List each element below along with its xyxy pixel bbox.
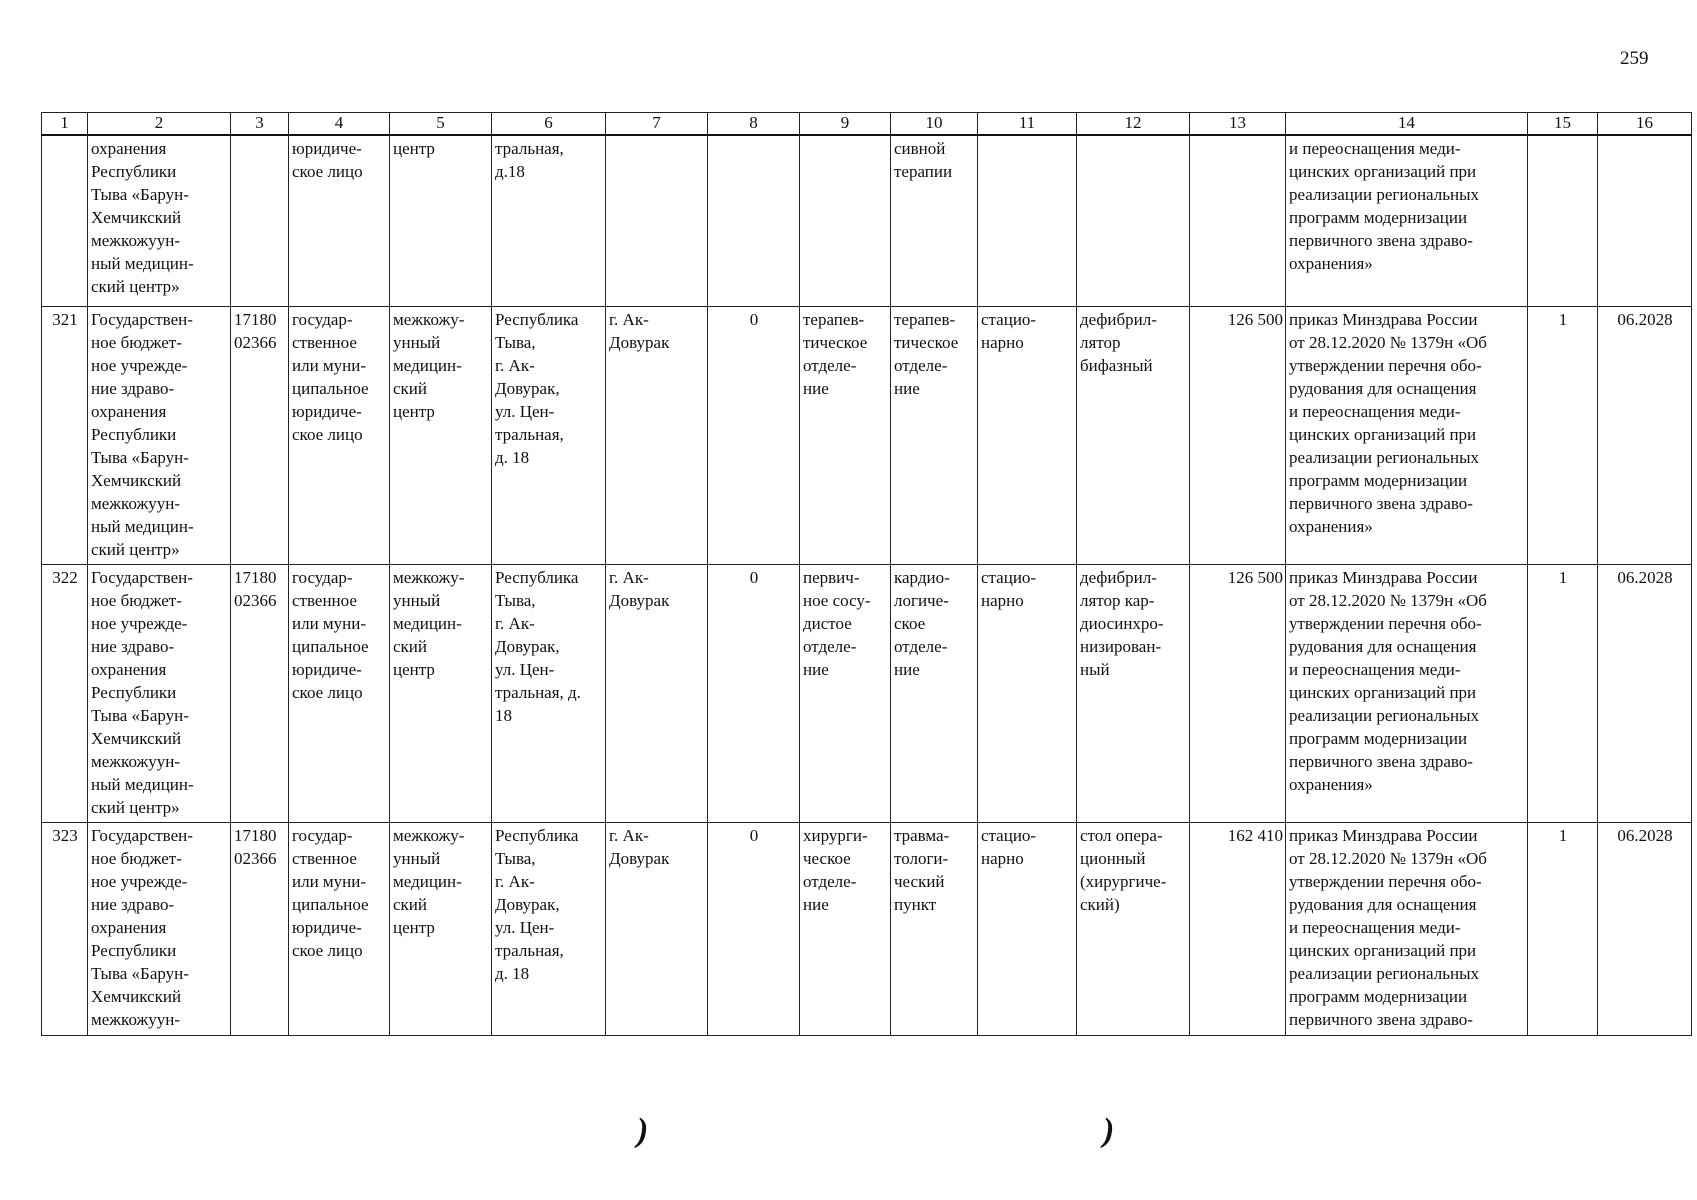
cell-institution-name: охранения Республики Тыва «Барун- Хемчикский межкожуун- ный медицин- ский центр» — [88, 135, 231, 306]
column-number: 7 — [606, 113, 708, 136]
table-row — [42, 135, 1692, 306]
cell-city: г. Ак- Довурак — [606, 822, 708, 1035]
cell-date — [1598, 135, 1692, 306]
column-number: 13 — [1190, 113, 1286, 136]
table-body — [42, 113, 1692, 1036]
cell-profile: сивной терапии — [891, 135, 978, 306]
cell-institution-name: Государствен- ное бюджет- ное учрежде- ние здраво- охранения Республики Тыва «Барун- Хемчикский межкожуун- ный медицин- ский центр» — [88, 306, 231, 564]
cell-col8 — [708, 135, 800, 306]
table-row — [42, 822, 1692, 1035]
column-number: 10 — [891, 113, 978, 136]
column-number: 16 — [1598, 113, 1692, 136]
column-number: 14 — [1286, 113, 1528, 136]
column-number: 12 — [1077, 113, 1190, 136]
cell-price: 126 500 — [1190, 306, 1286, 564]
cell-equipment: дефибрил- лятор кар- диосинхро- низирован- ный — [1077, 564, 1190, 822]
cell-legal-form: государ- ственное или муни- ципальное юридиче- ское лицо — [289, 822, 390, 1035]
cell-legal-form: государ- ственное или муни- ципальное юридиче- ское лицо — [289, 564, 390, 822]
table-row — [42, 564, 1692, 822]
cell-org-type: межкожу- унный медицин- ский центр — [390, 564, 492, 822]
cell-mode: стацио- нарно — [978, 306, 1077, 564]
column-number: 9 — [800, 113, 891, 136]
cell-city: г. Ак- Довурак — [606, 306, 708, 564]
cell-row-number: 322 — [42, 564, 88, 822]
cell-institution-name: Государствен- ное бюджет- ное учрежде- ние здраво- охранения Республики Тыва «Барун- Хемчикский межкожуун- — [88, 822, 231, 1035]
cell-legal-form: юридиче- ское лицо — [289, 135, 390, 306]
cell-inn: 17180 02366 — [231, 564, 289, 822]
table-row — [42, 306, 1692, 564]
equipment-table — [41, 112, 1692, 1036]
column-number: 3 — [231, 113, 289, 136]
cell-profile: терапев- тическое отделе- ние — [891, 306, 978, 564]
cell-order: и переоснащения меди- цинских организаций при реализации региональных программ модернизации первичного звена здраво- охранения» — [1286, 135, 1528, 306]
cell-address: Республика Тыва, г. Ак- Довурак, ул. Цен- тральная, д. 18 — [492, 564, 606, 822]
cell-profile: кардио- логиче- ское отделе- ние — [891, 564, 978, 822]
column-number: 5 — [390, 113, 492, 136]
cell-col8: 0 — [708, 564, 800, 822]
cell-inn: 17180 02366 — [231, 822, 289, 1035]
column-number: 11 — [978, 113, 1077, 136]
cell-price: 126 500 — [1190, 564, 1286, 822]
cell-equipment: дефибрил- лятор бифазный — [1077, 306, 1190, 564]
cell-quantity — [1528, 135, 1598, 306]
cell-department — [800, 135, 891, 306]
cell-quantity: 1 — [1528, 306, 1598, 564]
column-number: 1 — [42, 113, 88, 136]
cell-city: г. Ак- Довурак — [606, 564, 708, 822]
cell-department: терапев- тическое отделе- ние — [800, 306, 891, 564]
cell-org-type: межкожу- унный медицин- ский центр — [390, 306, 492, 564]
cell-date: 06.2028 — [1598, 564, 1692, 822]
column-number: 4 — [289, 113, 390, 136]
cell-city — [606, 135, 708, 306]
scan-mark: ) — [637, 1112, 649, 1149]
cell-date: 06.2028 — [1598, 306, 1692, 564]
cell-order: приказ Минздрава России от 28.12.2020 № 1379н «Об утверждении перечня обо- рудования для оснащения и переоснащения меди- цинских организаций при реализации региональных программ модернизации первичного звена здраво- охранения» — [1286, 564, 1528, 822]
cell-row-number: 323 — [42, 822, 88, 1035]
cell-mode: стацио- нарно — [978, 822, 1077, 1035]
cell-order: приказ Минздрава России от 28.12.2020 № 1379н «Об утверждении перечня обо- рудования для оснащения и переоснащения меди- цинских организаций при реализации региональных программ модернизации первичного звена здраво- охранения» — [1286, 306, 1528, 564]
cell-department: хирурги- ческое отделе- ние — [800, 822, 891, 1035]
column-number: 15 — [1528, 113, 1598, 136]
page-number: 259 — [1620, 48, 1649, 69]
cell-department: первич- ное сосу- дистое отделе- ние — [800, 564, 891, 822]
cell-equipment: стол опера- ционный (хирургиче- ский) — [1077, 822, 1190, 1035]
cell-row-number — [42, 135, 88, 306]
column-number: 6 — [492, 113, 606, 136]
cell-mode: стацио- нарно — [978, 564, 1077, 822]
cell-legal-form: государ- ственное или муни- ципальное юридиче- ское лицо — [289, 306, 390, 564]
cell-org-type: межкожу- унный медицин- ский центр — [390, 822, 492, 1035]
cell-price: 162 410 — [1190, 822, 1286, 1035]
cell-profile: травма- тологи- ческий пункт — [891, 822, 978, 1035]
cell-org-type: центр — [390, 135, 492, 306]
cell-institution-name: Государствен- ное бюджет- ное учрежде- ние здраво- охранения Республики Тыва «Барун- Хемчикский межкожуун- ный медицин- ский центр» — [88, 564, 231, 822]
cell-date: 06.2028 — [1598, 822, 1692, 1035]
cell-col8: 0 — [708, 306, 800, 564]
cell-order: приказ Минздрава России от 28.12.2020 № 1379н «Об утверждении перечня обо- рудования для оснащения и переоснащения меди- цинских организаций при реализации региональных программ модернизации первичного звена здраво- — [1286, 822, 1528, 1035]
cell-price — [1190, 135, 1286, 306]
cell-mode — [978, 135, 1077, 306]
cell-address: тральная, д.18 — [492, 135, 606, 306]
cell-inn — [231, 135, 289, 306]
column-number: 2 — [88, 113, 231, 136]
cell-inn: 17180 02366 — [231, 306, 289, 564]
cell-row-number: 321 — [42, 306, 88, 564]
cell-col8: 0 — [708, 822, 800, 1035]
column-number: 8 — [708, 113, 800, 136]
column-number-row — [42, 113, 1692, 136]
cell-equipment — [1077, 135, 1190, 306]
cell-address: Республика Тыва, г. Ак- Довурак, ул. Цен- тральная, д. 18 — [492, 822, 606, 1035]
cell-address: Республика Тыва, г. Ак- Довурак, ул. Цен- тральная, д. 18 — [492, 306, 606, 564]
scan-mark: ) — [1103, 1112, 1115, 1149]
cell-quantity: 1 — [1528, 822, 1598, 1035]
cell-quantity: 1 — [1528, 564, 1598, 822]
